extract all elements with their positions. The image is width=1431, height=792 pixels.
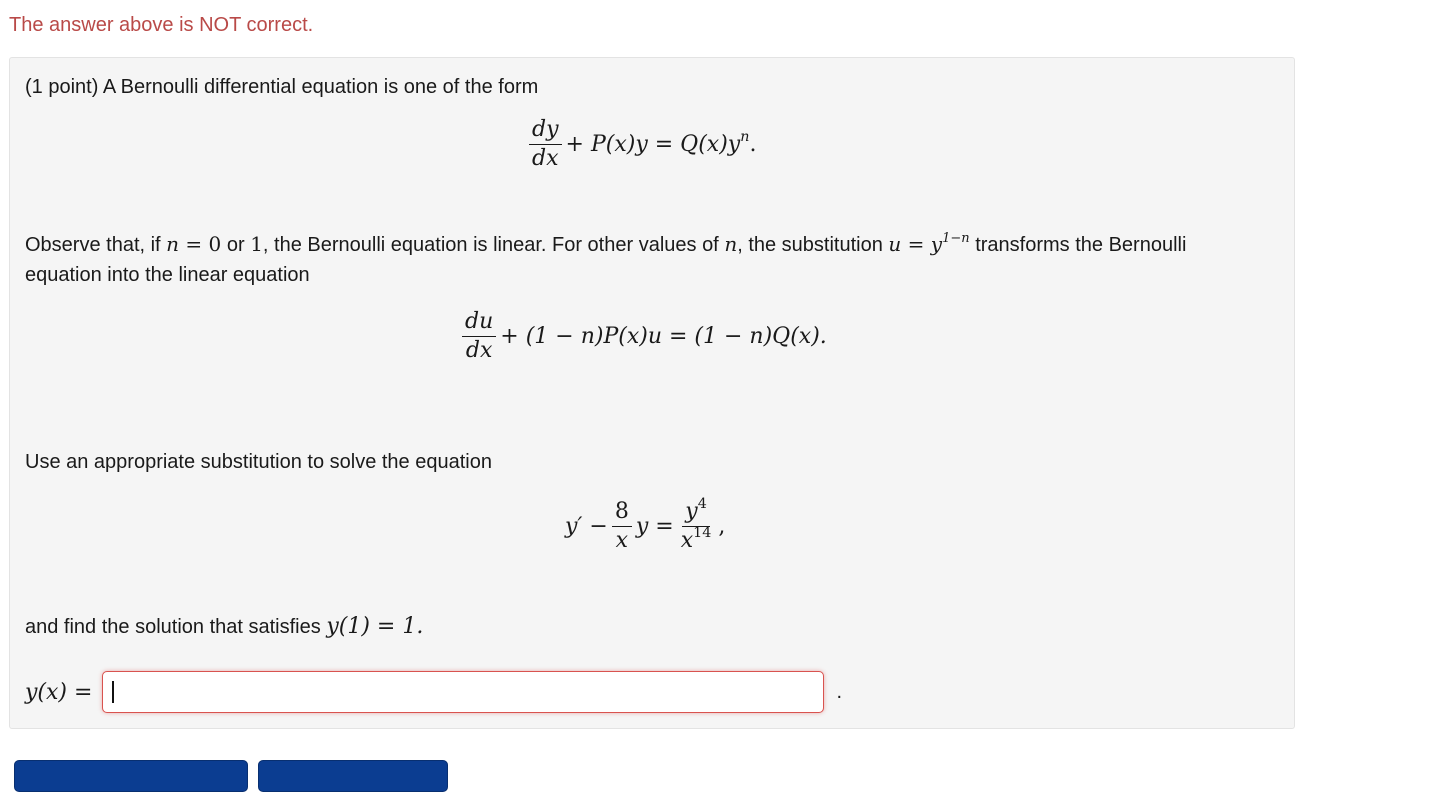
bernoulli-equation: $\frac{dy}{dx}$ + $P(x)y = Q(x)y^n$ . [525,118,756,171]
dy-dx-fraction: $\frac{dy}{dx}$ [529,118,562,171]
eq1-rest: + $P(x)y = Q(x)y^n$ [565,129,750,158]
linear-equation: $\frac{du}{dx}$ + (1 − n)P(x)u = (1 − n)Q(x). [458,310,827,363]
observe-paragraph-line2: equation into the linear equation [25,264,310,286]
feedback-message: The answer above is NOT correct. [9,14,314,36]
du-dx-fraction: $\frac{du}{dx}$ [462,310,496,363]
text-cursor [112,681,114,703]
eight-over-x-fraction: $\frac{8}{x}$ [612,500,632,553]
answer-label: y(x) = [25,679,93,705]
use-substitution-text: Use an appropriate substitution to solve the equation [25,451,492,473]
problem-panel [9,57,1295,729]
observe-paragraph: Observe that, if n = 0 or 1, the Bernoulli equation is linear. For other values of n, the substitution $u = y^{1-n}$ transforms the Bernoulli [25,230,1187,256]
submit-button-1[interactable] [14,760,248,792]
answer-input[interactable] [102,671,824,713]
problem-intro: (1 point) A Bernoulli differential equation is one of the form [25,76,539,98]
submit-button-2[interactable] [258,760,448,792]
answer-input-wrapper [102,671,824,713]
answer-trailing-period: . [836,680,842,703]
find-solution-text: and find the solution that satisfies y(1) = 1. [25,614,424,639]
given-equation: y′ − $\frac{8}{x}$ y = $\frac{y^4}{x^{14}}$ , [565,496,726,554]
answer-row [25,671,842,713]
y4-over-x14-fraction: $\frac{y^4}{x^{14}}$ [680,496,712,554]
